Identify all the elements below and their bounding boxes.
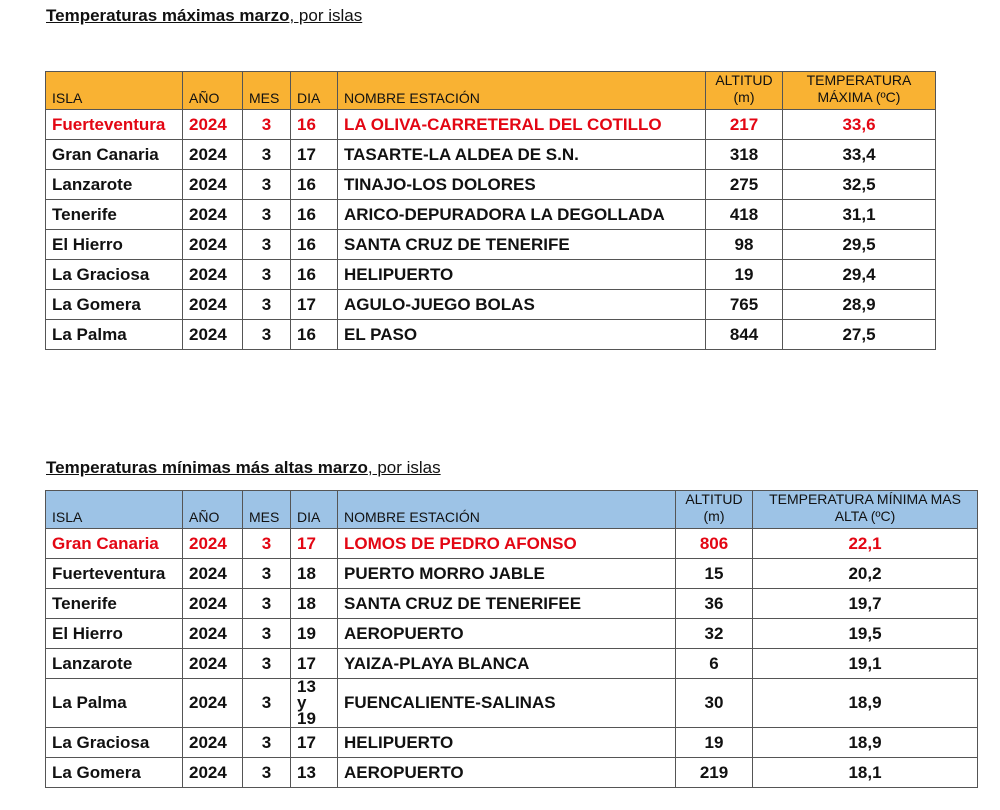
table-row: [46, 260, 936, 290]
cell-temperatura: 28,9: [783, 290, 936, 320]
table-row: [46, 529, 978, 559]
cell-isla: El Hierro: [46, 619, 183, 649]
cell-temperatura: 18,9: [753, 679, 978, 728]
cell-altitud: 32: [676, 619, 753, 649]
table-row: [46, 679, 978, 728]
cell-anio: 2024: [183, 110, 243, 140]
cell-anio: 2024: [183, 559, 243, 589]
table-row: [46, 758, 978, 788]
cell-dia: 16: [291, 230, 338, 260]
cell-dia: 16: [291, 260, 338, 290]
cell-temperatura: 18,9: [753, 728, 978, 758]
cell-altitud: 765: [706, 290, 783, 320]
cell-anio: 2024: [183, 170, 243, 200]
cell-estacion: AEROPUERTO: [338, 619, 676, 649]
cell-anio: 2024: [183, 200, 243, 230]
min-table-header-row: [46, 491, 978, 529]
cell-temperatura: 33,4: [783, 140, 936, 170]
cell-isla: Tenerife: [46, 200, 183, 230]
cell-anio: 2024: [183, 679, 243, 728]
cell-temperatura: 32,5: [783, 170, 936, 200]
cell-dia: 19: [291, 619, 338, 649]
cell-isla: La Gomera: [46, 758, 183, 788]
table-row: [46, 200, 936, 230]
header-temperatura: TEMPERATURA MÍNIMA MAS ALTA (ºC): [753, 491, 978, 529]
cell-mes: 3: [243, 758, 291, 788]
min-table-title-rest: , por islas: [367, 458, 441, 477]
cell-temperatura: 19,5: [753, 619, 978, 649]
cell-temperatura: 29,5: [783, 230, 936, 260]
cell-isla: La Gomera: [46, 290, 183, 320]
cell-dia: 17: [291, 728, 338, 758]
max-temperature-table: [45, 71, 936, 350]
max-table-header-row: [46, 72, 936, 110]
header-anio: AÑO: [183, 72, 243, 110]
cell-temperatura: 20,2: [753, 559, 978, 589]
cell-estacion: HELIPUERTO: [338, 260, 706, 290]
cell-anio: 2024: [183, 320, 243, 350]
cell-altitud: 318: [706, 140, 783, 170]
header-dia: DIA: [291, 491, 338, 529]
header-temperatura: TEMPERATURA MÁXIMA (ºC): [783, 72, 936, 110]
cell-anio: 2024: [183, 728, 243, 758]
cell-isla: Fuerteventura: [46, 559, 183, 589]
cell-estacion: AEROPUERTO: [338, 758, 676, 788]
cell-mes: 3: [243, 290, 291, 320]
cell-altitud: 6: [676, 649, 753, 679]
max-table-title: [46, 6, 362, 26]
cell-isla: Fuerteventura: [46, 110, 183, 140]
cell-temperatura: 19,7: [753, 589, 978, 619]
cell-dia: 18: [291, 559, 338, 589]
cell-altitud: 30: [676, 679, 753, 728]
cell-isla: La Graciosa: [46, 260, 183, 290]
cell-temperatura: 29,4: [783, 260, 936, 290]
cell-estacion: LA OLIVA-CARRETERAL DEL COTILLO: [338, 110, 706, 140]
cell-estacion: EL PASO: [338, 320, 706, 350]
cell-isla: Tenerife: [46, 589, 183, 619]
cell-estacion: YAIZA-PLAYA BLANCA: [338, 649, 676, 679]
header-isla: ISLA: [46, 72, 183, 110]
cell-dia: 17: [291, 140, 338, 170]
table-row: [46, 619, 978, 649]
min-table-title: [46, 458, 441, 478]
cell-anio: 2024: [183, 758, 243, 788]
cell-altitud: 844: [706, 320, 783, 350]
header-mes: MES: [243, 491, 291, 529]
cell-isla: La Palma: [46, 679, 183, 728]
cell-anio: 2024: [183, 619, 243, 649]
cell-estacion: PUERTO MORRO JABLE: [338, 559, 676, 589]
cell-mes: 3: [243, 619, 291, 649]
cell-mes: 3: [243, 559, 291, 589]
cell-altitud: 418: [706, 200, 783, 230]
cell-mes: 3: [243, 649, 291, 679]
cell-anio: 2024: [183, 290, 243, 320]
header-anio: AÑO: [183, 491, 243, 529]
cell-estacion: TASARTE-LA ALDEA DE S.N.: [338, 140, 706, 170]
cell-altitud: 36: [676, 589, 753, 619]
cell-dia: 17: [291, 649, 338, 679]
cell-altitud: 217: [706, 110, 783, 140]
cell-estacion: AGULO-JUEGO BOLAS: [338, 290, 706, 320]
cell-dia: 17: [291, 529, 338, 559]
cell-anio: 2024: [183, 529, 243, 559]
cell-dia-text: 13 y 19: [297, 677, 316, 728]
cell-estacion: ARICO-DEPURADORA LA DEGOLLADA: [338, 200, 706, 230]
cell-mes: 3: [243, 230, 291, 260]
header-mes: MES: [243, 72, 291, 110]
cell-anio: 2024: [183, 260, 243, 290]
cell-mes: 3: [243, 200, 291, 230]
cell-dia: 16: [291, 110, 338, 140]
header-isla: ISLA: [46, 491, 183, 529]
cell-mes: 3: [243, 589, 291, 619]
table-row: [46, 649, 978, 679]
cell-dia: 17: [291, 290, 338, 320]
table-row: [46, 110, 936, 140]
cell-isla: La Graciosa: [46, 728, 183, 758]
header-altitud: ALTITUD (m): [706, 72, 783, 110]
cell-temperatura: 22,1: [753, 529, 978, 559]
cell-isla: El Hierro: [46, 230, 183, 260]
cell-isla: Gran Canaria: [46, 529, 183, 559]
cell-anio: 2024: [183, 140, 243, 170]
cell-estacion: SANTA CRUZ DE TENERIFE: [338, 230, 706, 260]
header-estacion: NOMBRE ESTACIÓN: [338, 491, 676, 529]
cell-temperatura: 19,1: [753, 649, 978, 679]
cell-altitud: 19: [676, 728, 753, 758]
table-row: [46, 290, 936, 320]
cell-mes: 3: [243, 260, 291, 290]
cell-altitud: 275: [706, 170, 783, 200]
table-row: [46, 320, 936, 350]
cell-mes: 3: [243, 110, 291, 140]
header-estacion: NOMBRE ESTACIÓN: [338, 72, 706, 110]
cell-anio: 2024: [183, 230, 243, 260]
cell-altitud: 98: [706, 230, 783, 260]
cell-mes: 3: [243, 320, 291, 350]
cell-estacion: SANTA CRUZ DE TENERIFEE: [338, 589, 676, 619]
cell-temperatura: 33,6: [783, 110, 936, 140]
table-row: [46, 230, 936, 260]
table-row: [46, 140, 936, 170]
cell-mes: 3: [243, 728, 291, 758]
cell-altitud: 806: [676, 529, 753, 559]
table-row: [46, 559, 978, 589]
cell-isla: Gran Canaria: [46, 140, 183, 170]
cell-mes: 3: [243, 140, 291, 170]
cell-estacion: FUENCALIENTE-SALINAS: [338, 679, 676, 728]
cell-altitud: 219: [676, 758, 753, 788]
cell-estacion: LOMOS DE PEDRO AFONSO: [338, 529, 676, 559]
max-table-title-rest: , por islas: [289, 6, 363, 25]
cell-dia: 16: [291, 320, 338, 350]
table-row: [46, 728, 978, 758]
cell-isla: La Palma: [46, 320, 183, 350]
cell-dia: 18: [291, 589, 338, 619]
cell-estacion: TINAJO-LOS DOLORES: [338, 170, 706, 200]
max-table-title-bold: Temperaturas máximas marzo: [46, 6, 290, 25]
cell-dia: [291, 679, 338, 728]
cell-altitud: 15: [676, 559, 753, 589]
header-dia: DIA: [291, 72, 338, 110]
cell-estacion: HELIPUERTO: [338, 728, 676, 758]
cell-isla: Lanzarote: [46, 170, 183, 200]
cell-mes: 3: [243, 529, 291, 559]
cell-mes: 3: [243, 170, 291, 200]
cell-dia: 16: [291, 200, 338, 230]
cell-mes: 3: [243, 679, 291, 728]
table-row: [46, 170, 936, 200]
min-temperature-table: [45, 490, 978, 788]
min-table-title-bold: Temperaturas mínimas más altas marzo: [46, 458, 368, 477]
cell-temperatura: 18,1: [753, 758, 978, 788]
cell-altitud: 19: [706, 260, 783, 290]
table-row: [46, 589, 978, 619]
cell-anio: 2024: [183, 649, 243, 679]
cell-dia: 16: [291, 170, 338, 200]
cell-temperatura: 31,1: [783, 200, 936, 230]
cell-isla: Lanzarote: [46, 649, 183, 679]
header-altitud: ALTITUD (m): [676, 491, 753, 529]
cell-dia: 13: [291, 758, 338, 788]
cell-anio: 2024: [183, 589, 243, 619]
cell-temperatura: 27,5: [783, 320, 936, 350]
